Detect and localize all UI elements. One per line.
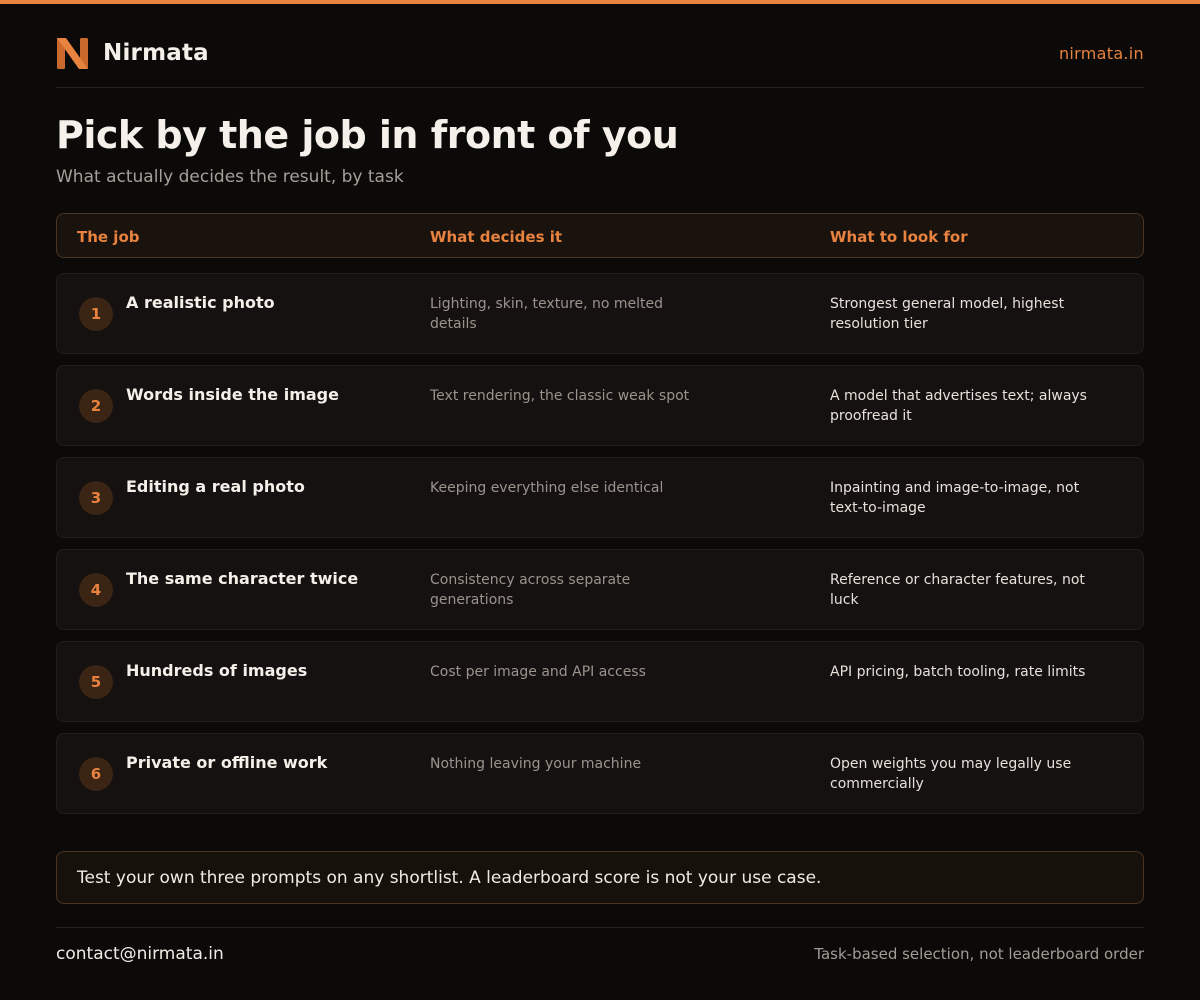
table-header [56, 213, 1144, 258]
contact-email-link[interactable]: contact@nirmata.in [56, 944, 224, 964]
column-header-lookfor: What to look for [830, 228, 968, 246]
callout-text: Test your own three prompts on any shortlist. A leaderboard score is not your use case. [77, 867, 822, 888]
lookfor-cell: API pricing, batch tooling, rate limits [830, 664, 1086, 680]
footer-divider [56, 927, 1144, 928]
decides-cell: Cost per image and API access [430, 664, 646, 680]
lookfor-cell: Inpainting and image-to-image, not text-to-image [830, 480, 1080, 516]
table-row [56, 641, 1144, 722]
table-row [56, 733, 1144, 814]
decides-cell: Nothing leaving your machine [430, 756, 642, 772]
nirmata-logo-icon [56, 37, 89, 70]
table-body [56, 273, 1144, 825]
row-number-badge: 4 [79, 573, 113, 607]
lookfor-cell: A model that advertises text; always proofread it [830, 388, 1087, 424]
lookfor-cell: Strongest general model, highest resolution tier [830, 296, 1065, 332]
job-cell: A realistic photo [126, 293, 275, 312]
callout-note [56, 851, 1144, 904]
job-cell: Private or offline work [126, 753, 328, 772]
job-cell: Hundreds of images [126, 661, 308, 680]
page-subtitle: What actually decides the result, by task [56, 167, 404, 187]
table-row [56, 549, 1144, 630]
row-number-badge: 1 [79, 297, 113, 331]
column-header-job: The job [77, 228, 140, 246]
job-cell: Words inside the image [126, 385, 339, 404]
site-link[interactable]: nirmata.in [1058, 43, 1144, 63]
row-number-badge: 5 [79, 665, 113, 699]
lookfor-cell: Open weights you may legally use commercially [830, 756, 1072, 792]
column-header-decides: What decides it [430, 228, 563, 246]
row-number-badge: 6 [79, 757, 113, 791]
footer-tagline: Task-based selection, not leaderboard order [814, 945, 1144, 963]
brand-name: Nirmata [103, 40, 209, 66]
lookfor-cell: Reference or character features, not luck [830, 572, 1085, 608]
decides-cell: Consistency across separate generations [430, 572, 631, 608]
row-number-badge: 3 [79, 481, 113, 515]
table-row [56, 273, 1144, 354]
row-number-badge: 2 [79, 389, 113, 423]
site-header [56, 34, 1144, 72]
header-divider [56, 87, 1144, 88]
site-footer [56, 944, 1144, 964]
brand[interactable] [56, 37, 209, 70]
job-cell: The same character twice [126, 569, 359, 588]
decides-cell: Lighting, skin, texture, no melted details [430, 296, 664, 332]
job-cell: Editing a real photo [126, 477, 305, 496]
table-row [56, 365, 1144, 446]
table-row [56, 457, 1144, 538]
page-title: Pick by the job in front of you [56, 113, 679, 157]
accent-top-bar [0, 0, 1200, 4]
decides-cell: Keeping everything else identical [430, 480, 664, 496]
decides-cell: Text rendering, the classic weak spot [430, 388, 690, 404]
